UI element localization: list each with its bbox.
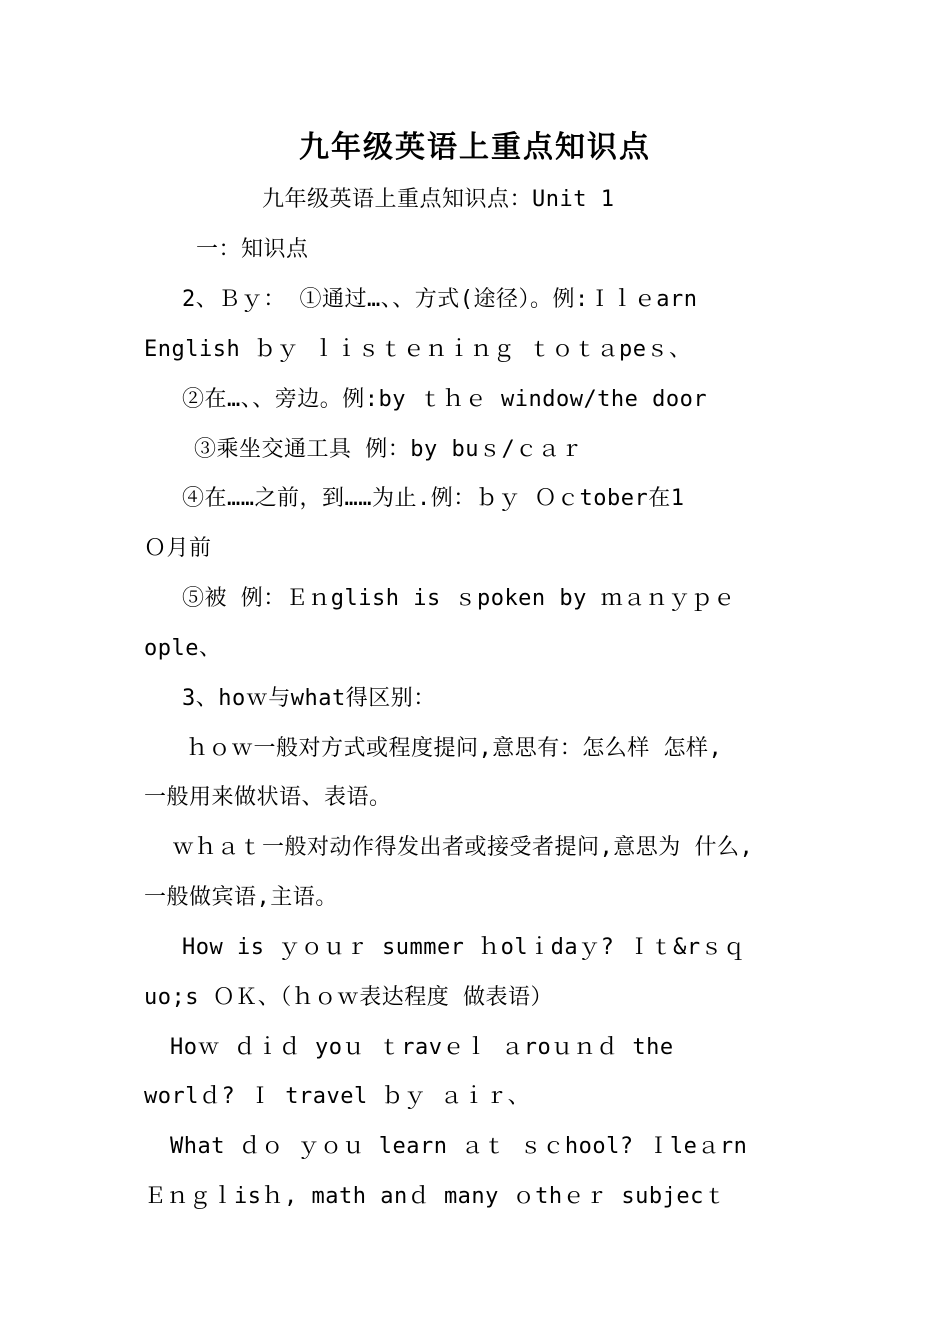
text-line: 3、hoｗ与what得区别：: [182, 686, 436, 711]
text-line: ⑤被 例：Ｅｎglish is ｓpoken by ｍａｎｙｐｅ: [182, 586, 736, 611]
page-title: 九年级英语上重点知识点: [299, 130, 651, 165]
text-line: 2、Ｂｙ： ①通过…、、方式(途径）。例:Ｉｌｅarn: [182, 287, 698, 312]
text-line: 一般用来做状语、表语。: [144, 785, 392, 810]
text-line: Hoｗ ｄｉｄ yoｕ ｔravｅｌ ａroｕｎｄ the: [170, 1035, 674, 1060]
text-line: ④在……之前，到……为止.例：ｂｙ Ｏｃtober在1: [182, 486, 685, 511]
text-line: Ｏ月前: [144, 536, 212, 561]
text-line: worlｄ? Ｉ travel ｂｙ ａｉｒ、: [144, 1084, 531, 1109]
text-line: ｗｈａｔ一般对动作得发出者或接受者提问,意思为 什么,: [172, 835, 754, 860]
text-line: ②在…、、旁边。例:by ｔｈｅ window/the door: [182, 387, 708, 412]
text-line: ｈｏｗ一般对方式或程度提问,意思有：怎么样 怎样,: [186, 736, 723, 761]
section-heading: 一：知识点: [196, 237, 309, 262]
text-line: How is ｙｏｕｒ summer ｈolｉdaｙ? Ｉｔ&rｓｑ: [182, 935, 746, 960]
text-line: 一般做宾语,主语。: [144, 885, 338, 910]
text-line: Ｅｎｇｌisｈ, math anｄ many ｏthｅｒ subjecｔ: [144, 1184, 727, 1209]
text-line: What ｄｏ ｙｏｕ learn ａｔ ｓｃhool? Ｉleａrn: [170, 1134, 748, 1159]
subtitle: 九年级英语上重点知识点：Unit 1: [262, 187, 615, 212]
text-line: English ｂｙ ｌｉｓｔｅｎｉｎｇ ｔｏｔａpeｓ、: [144, 337, 692, 362]
text-line: ③乘坐交通工具 例：by buｓ/ｃａｒ: [194, 437, 583, 462]
text-line: uo;s ＯＫ、（ｈｏｗ表达程度 做表语）: [144, 985, 553, 1010]
text-line: ople、: [144, 636, 222, 661]
